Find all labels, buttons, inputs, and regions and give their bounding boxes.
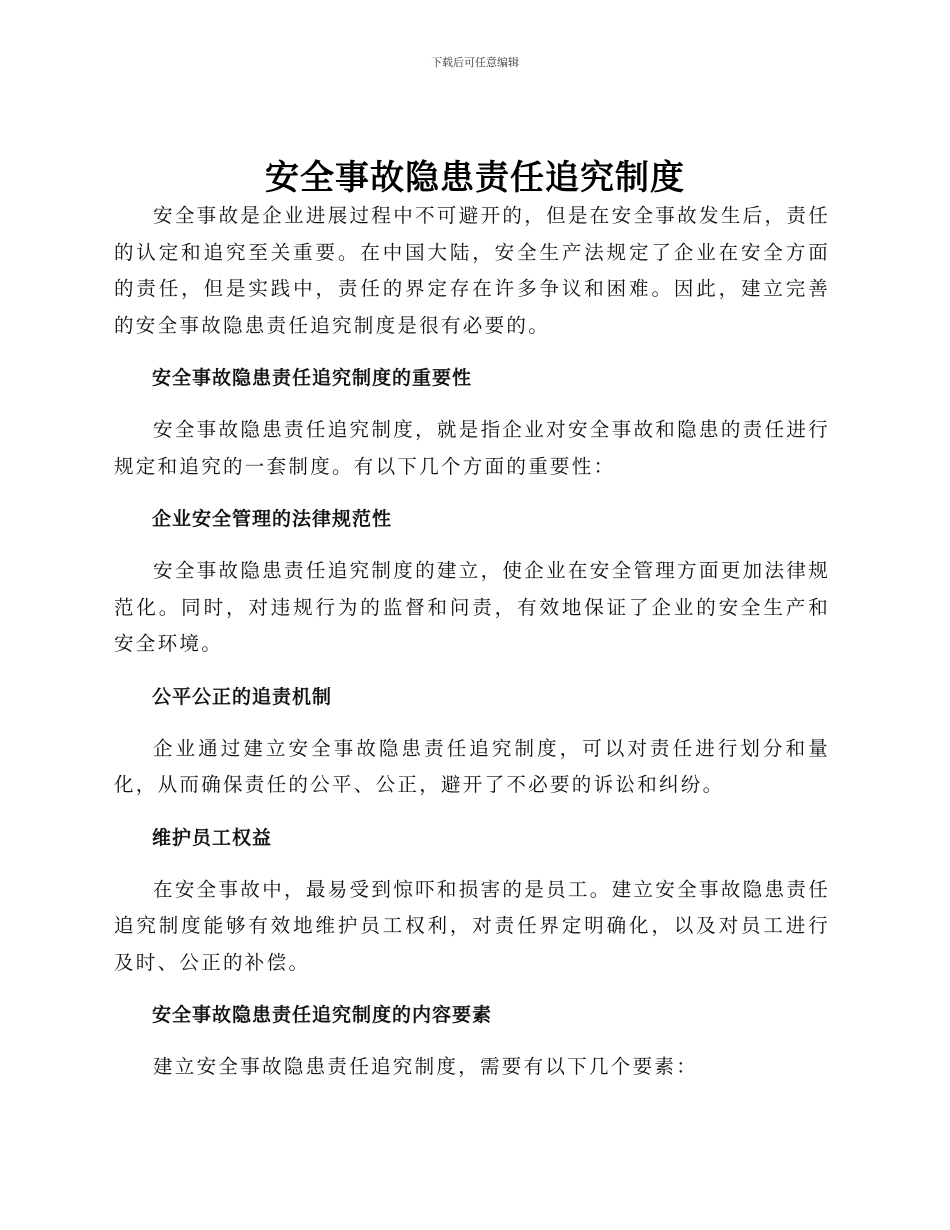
paragraph-employee-rights: 在安全事故中，最易受到惊吓和损害的是员工。建立安全事故隐患责任追究制度能够有效地维护员工权利，对责任界定明确化，以及对员工进行及时、公正的补偿。	[114, 877, 830, 974]
header-note: 下载后可任意编辑	[431, 56, 519, 69]
section-heading-content-elements: 安全事故隐患责任追究制度的内容要素	[152, 1004, 493, 1026]
document-body	[114, 198, 830, 1086]
paragraph-legal-norms: 安全事故隐患责任追究制度的建立，使企业在安全管理方面更加法律规范化。同时，对违规行为的监督和问责，有效地保证了企业的安全生产和安全环境。	[114, 559, 830, 655]
paragraph-content-elements: 建立安全事故隐患责任追究制度，需要有以下几个要素：	[153, 1055, 699, 1078]
paragraph-fair-accountability: 企业通过建立安全事故隐患责任追究制度，可以对责任进行划分和量化，从而确保责任的公平、公正，避开了不必要的诉讼和纠纷。	[114, 736, 830, 796]
intro-paragraph: 安全事故是企业进展过程中不可避开的，但是在安全事故发生后，责任的认定和追究至关重要。在中国大陆，安全生产法规定了企业在安全方面的责任，但是实践中，责任的界定存在许多争议和困难。因此，建立完善的安全事故隐患责任追究制度是很有必要的。	[114, 204, 830, 337]
document-title: 安全事故隐患责任追究制度	[265, 158, 685, 198]
section-heading-employee-rights: 维护员工权益	[152, 826, 273, 849]
paragraph-importance: 安全事故隐患责任追究制度，就是指企业对安全事故和隐患的责任进行规定和追究的一套制度。有以下几个方面的重要性：	[114, 418, 830, 478]
section-heading-importance: 安全事故隐患责任追究制度的重要性	[152, 367, 473, 389]
section-heading-legal-norms: 企业安全管理的法律规范性	[152, 508, 393, 530]
section-heading-fair-accountability: 公平公正的追责机制	[152, 685, 333, 708]
